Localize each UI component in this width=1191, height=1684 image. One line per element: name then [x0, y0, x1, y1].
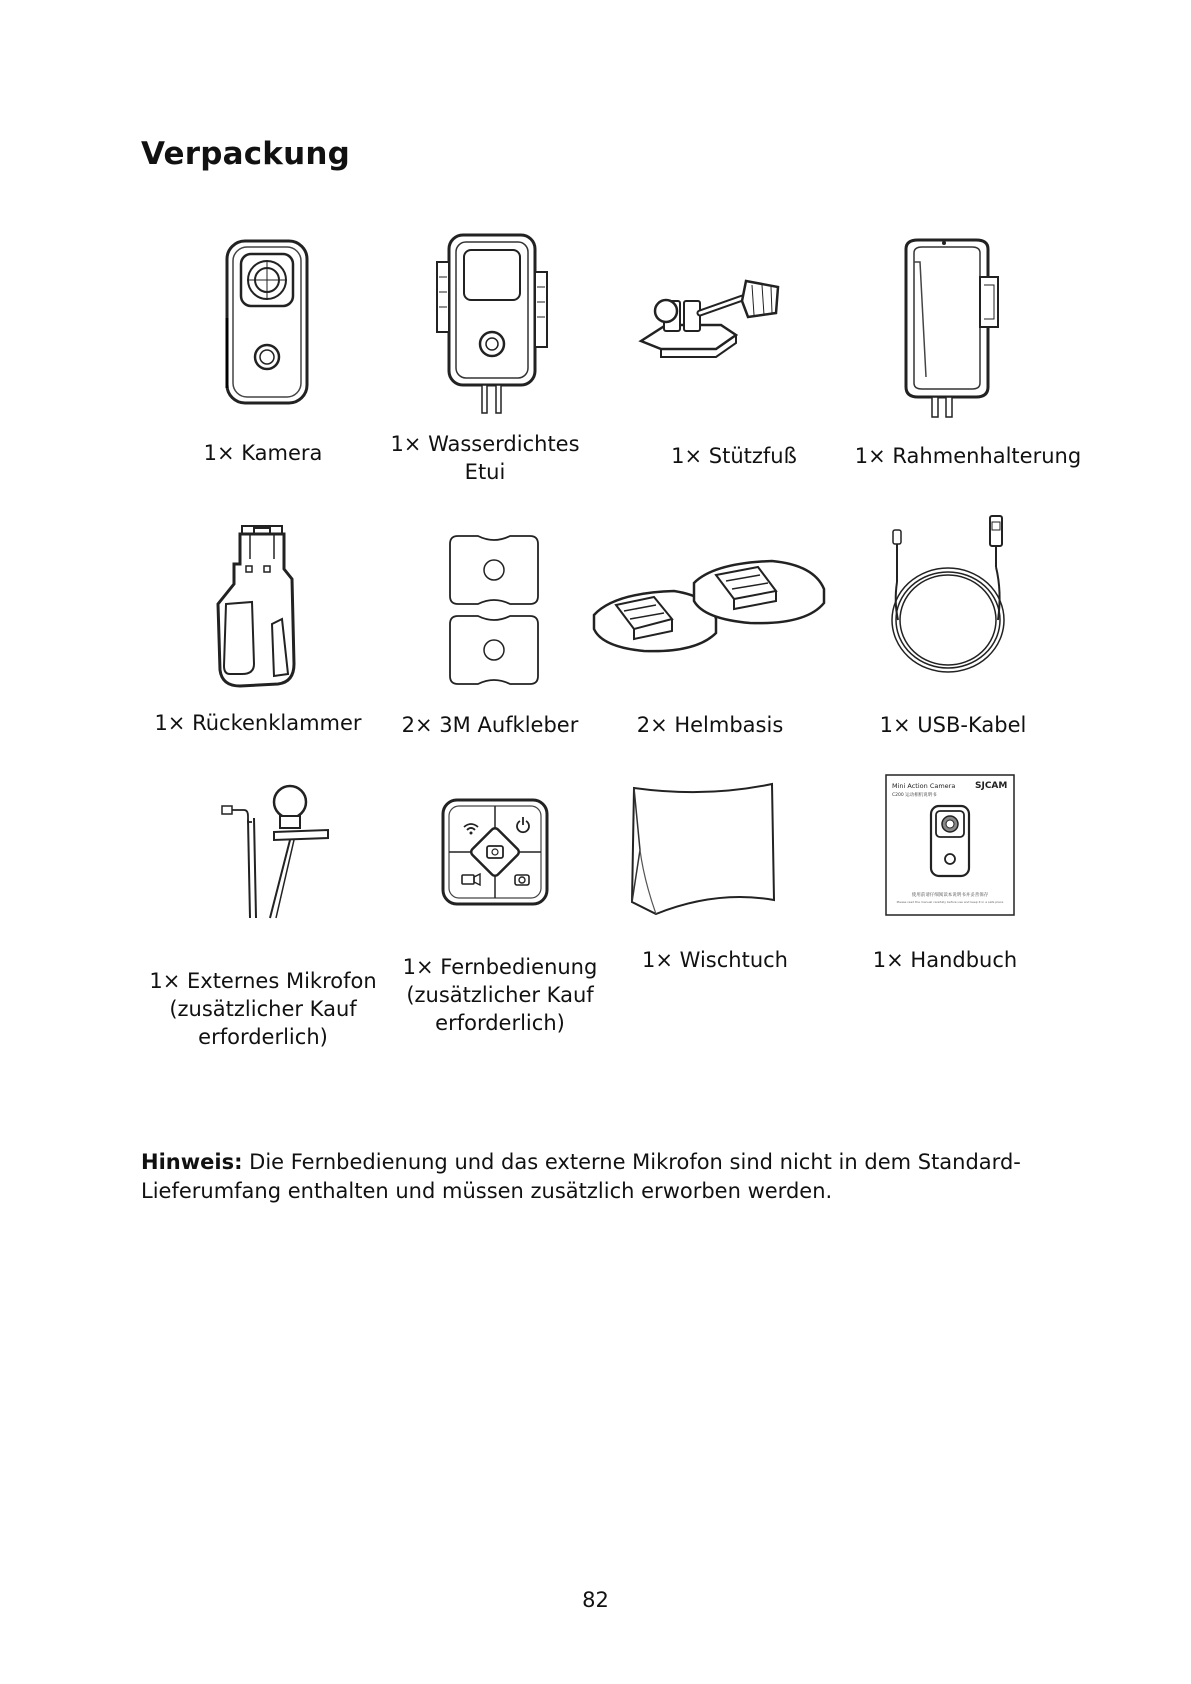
helmet-base-illustration: [594, 553, 826, 665]
manual-illustration: [885, 774, 1015, 916]
3m-stickers-illustration: [448, 532, 542, 688]
caption-remote-control: 1× Fernbedienung (zusätzlicher Kauf erforderlich): [402, 955, 598, 1035]
caption-manual: 1× Handbuch: [872, 948, 1018, 972]
external-mic-illustration: [220, 782, 335, 922]
manual-model-text: C200 运动相机说明书: [892, 793, 937, 798]
caption-camera: 1× Kamera: [203, 441, 323, 465]
note-text: Die Fernbedienung und das externe Mikrofon sind nicht in dem Standard-Lieferumfang enthalten und müssen zusätzlich erworben werden.: [141, 1150, 1021, 1203]
remote-control-illustration: [440, 797, 550, 907]
camera-illustration: [222, 238, 312, 408]
manual-footer-en: Please read the manual carefully before use and keep it in a safe place: [896, 900, 1004, 904]
note-label: Hinweis:: [141, 1150, 243, 1174]
note-paragraph: [141, 1148, 1071, 1206]
usb-cable-illustration: [886, 512, 1016, 677]
caption-back-clip: 1× Rückenklammer: [154, 711, 362, 735]
waterproof-case-illustration: [432, 232, 552, 417]
manual-product-text: Mini Action Camera: [892, 782, 956, 790]
back-clip-illustration: [212, 524, 312, 690]
manual-brand-text: SJCAM: [975, 781, 1008, 791]
caption-external-mic: 1× Externes Mikrofon (zusätzlicher Kauf erforderlich): [149, 969, 377, 1049]
caption-helmet-base: 2× Helmbasis: [636, 713, 784, 737]
frame-mount-illustration: [896, 237, 1006, 422]
manual-footer-cn: 使用前请仔细阅读本说明书并妥善保存: [911, 893, 989, 898]
caption-waterproof-case: 1× Wasserdichtes Etui: [390, 432, 580, 484]
tripod-mount-illustration: [636, 273, 786, 363]
cleaning-cloth-illustration: [626, 780, 786, 920]
caption-tripod-mount: 1× Stützfuß: [671, 444, 797, 468]
caption-cleaning-cloth: 1× Wischtuch: [642, 948, 788, 972]
page-title: Verpackung: [141, 136, 351, 172]
caption-frame-mount: 1× Rahmenhalterung: [854, 444, 1082, 468]
page-number: 82: [582, 1588, 609, 1612]
caption-usb-cable: 1× USB-Kabel: [879, 713, 1027, 737]
caption-3m-stickers: 2× 3M Aufkleber: [401, 713, 579, 737]
